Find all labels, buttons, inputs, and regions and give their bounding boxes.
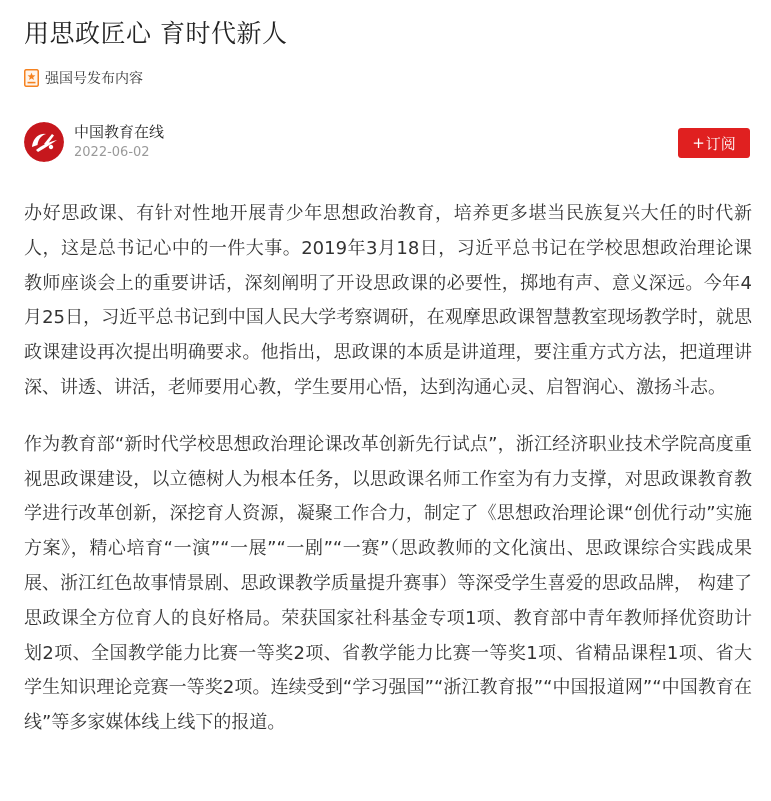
author-block: [24, 122, 164, 162]
source-label: 强国号发布内容: [45, 71, 143, 87]
subscribe-button[interactable]: [678, 128, 750, 158]
avatar[interactable]: [24, 122, 64, 162]
source-row: [24, 68, 143, 88]
article-body: [24, 197, 752, 741]
publish-date: 2022-06-02: [74, 144, 150, 160]
article-paragraph: 作为教育部“新时代学校思想政治理论课改革创新先行试点”，浙江经济职业技术学院高度重视思政课建设，以立德树人为根本任务，以思政课名师工作室为有力支撑，对思政课教育教学进行改革创新，深挖育人资源，凝聚工作合力，制定了《思想政治理论课“创优行动”实施方案》，精心培育“一演”“一展”“一剧”“一赛”（思政教师的文化演出、思政课综合实践成果展、浙江红色故事情景剧、思政课教学质量提升赛事）等深受学生喜爱的思政品牌， 构建了思政课全方位育人的良好格局。荣获国家社科基金专项1项、教育部中青年教师择优资助计划2项、全国教学能力比赛一等奖2项、省教学能力比赛一等奖1项、省精品课程1项、省大学生知识理论竞赛一等奖2项。连续受到“学习强国”“浙江教育报”“中国报道网”“中国教育在线”等多家媒体线上线下的报道。: [24, 433, 752, 734]
subscribe-label: 订阅: [705, 134, 736, 153]
author-meta: [74, 123, 164, 162]
article-paragraph: 办好思政课、有针对性地开展青少年思想政治教育，培养更多堪当民族复兴大任的时代新人，这是总书记心中的一件大事。2019年3月18日，习近平总书记在学校思想政治理论课教师座谈会上的重要讲话，深刻阐明了开设思政课的必要性，掷地有声、意义深远。今年4月25日，习近平总书记到中国人民大学考察调研，在观摩思政课智慧教室现场教学时，就思政课建设再次提出明确要求。他指出，思政课的本质是讲道理，要注重方式方法，把道理讲深、讲透、讲活，老师要用心教，学生要用心悟，达到沟通心灵、启智润心、激扬斗志。: [24, 203, 752, 398]
plus-icon: +: [692, 134, 705, 152]
author-name[interactable]: 中国教育在线: [74, 122, 165, 141]
xuexiqiangguo-badge-icon: [24, 69, 39, 87]
article-title: 用思政匠心 育时代新人: [24, 19, 288, 48]
